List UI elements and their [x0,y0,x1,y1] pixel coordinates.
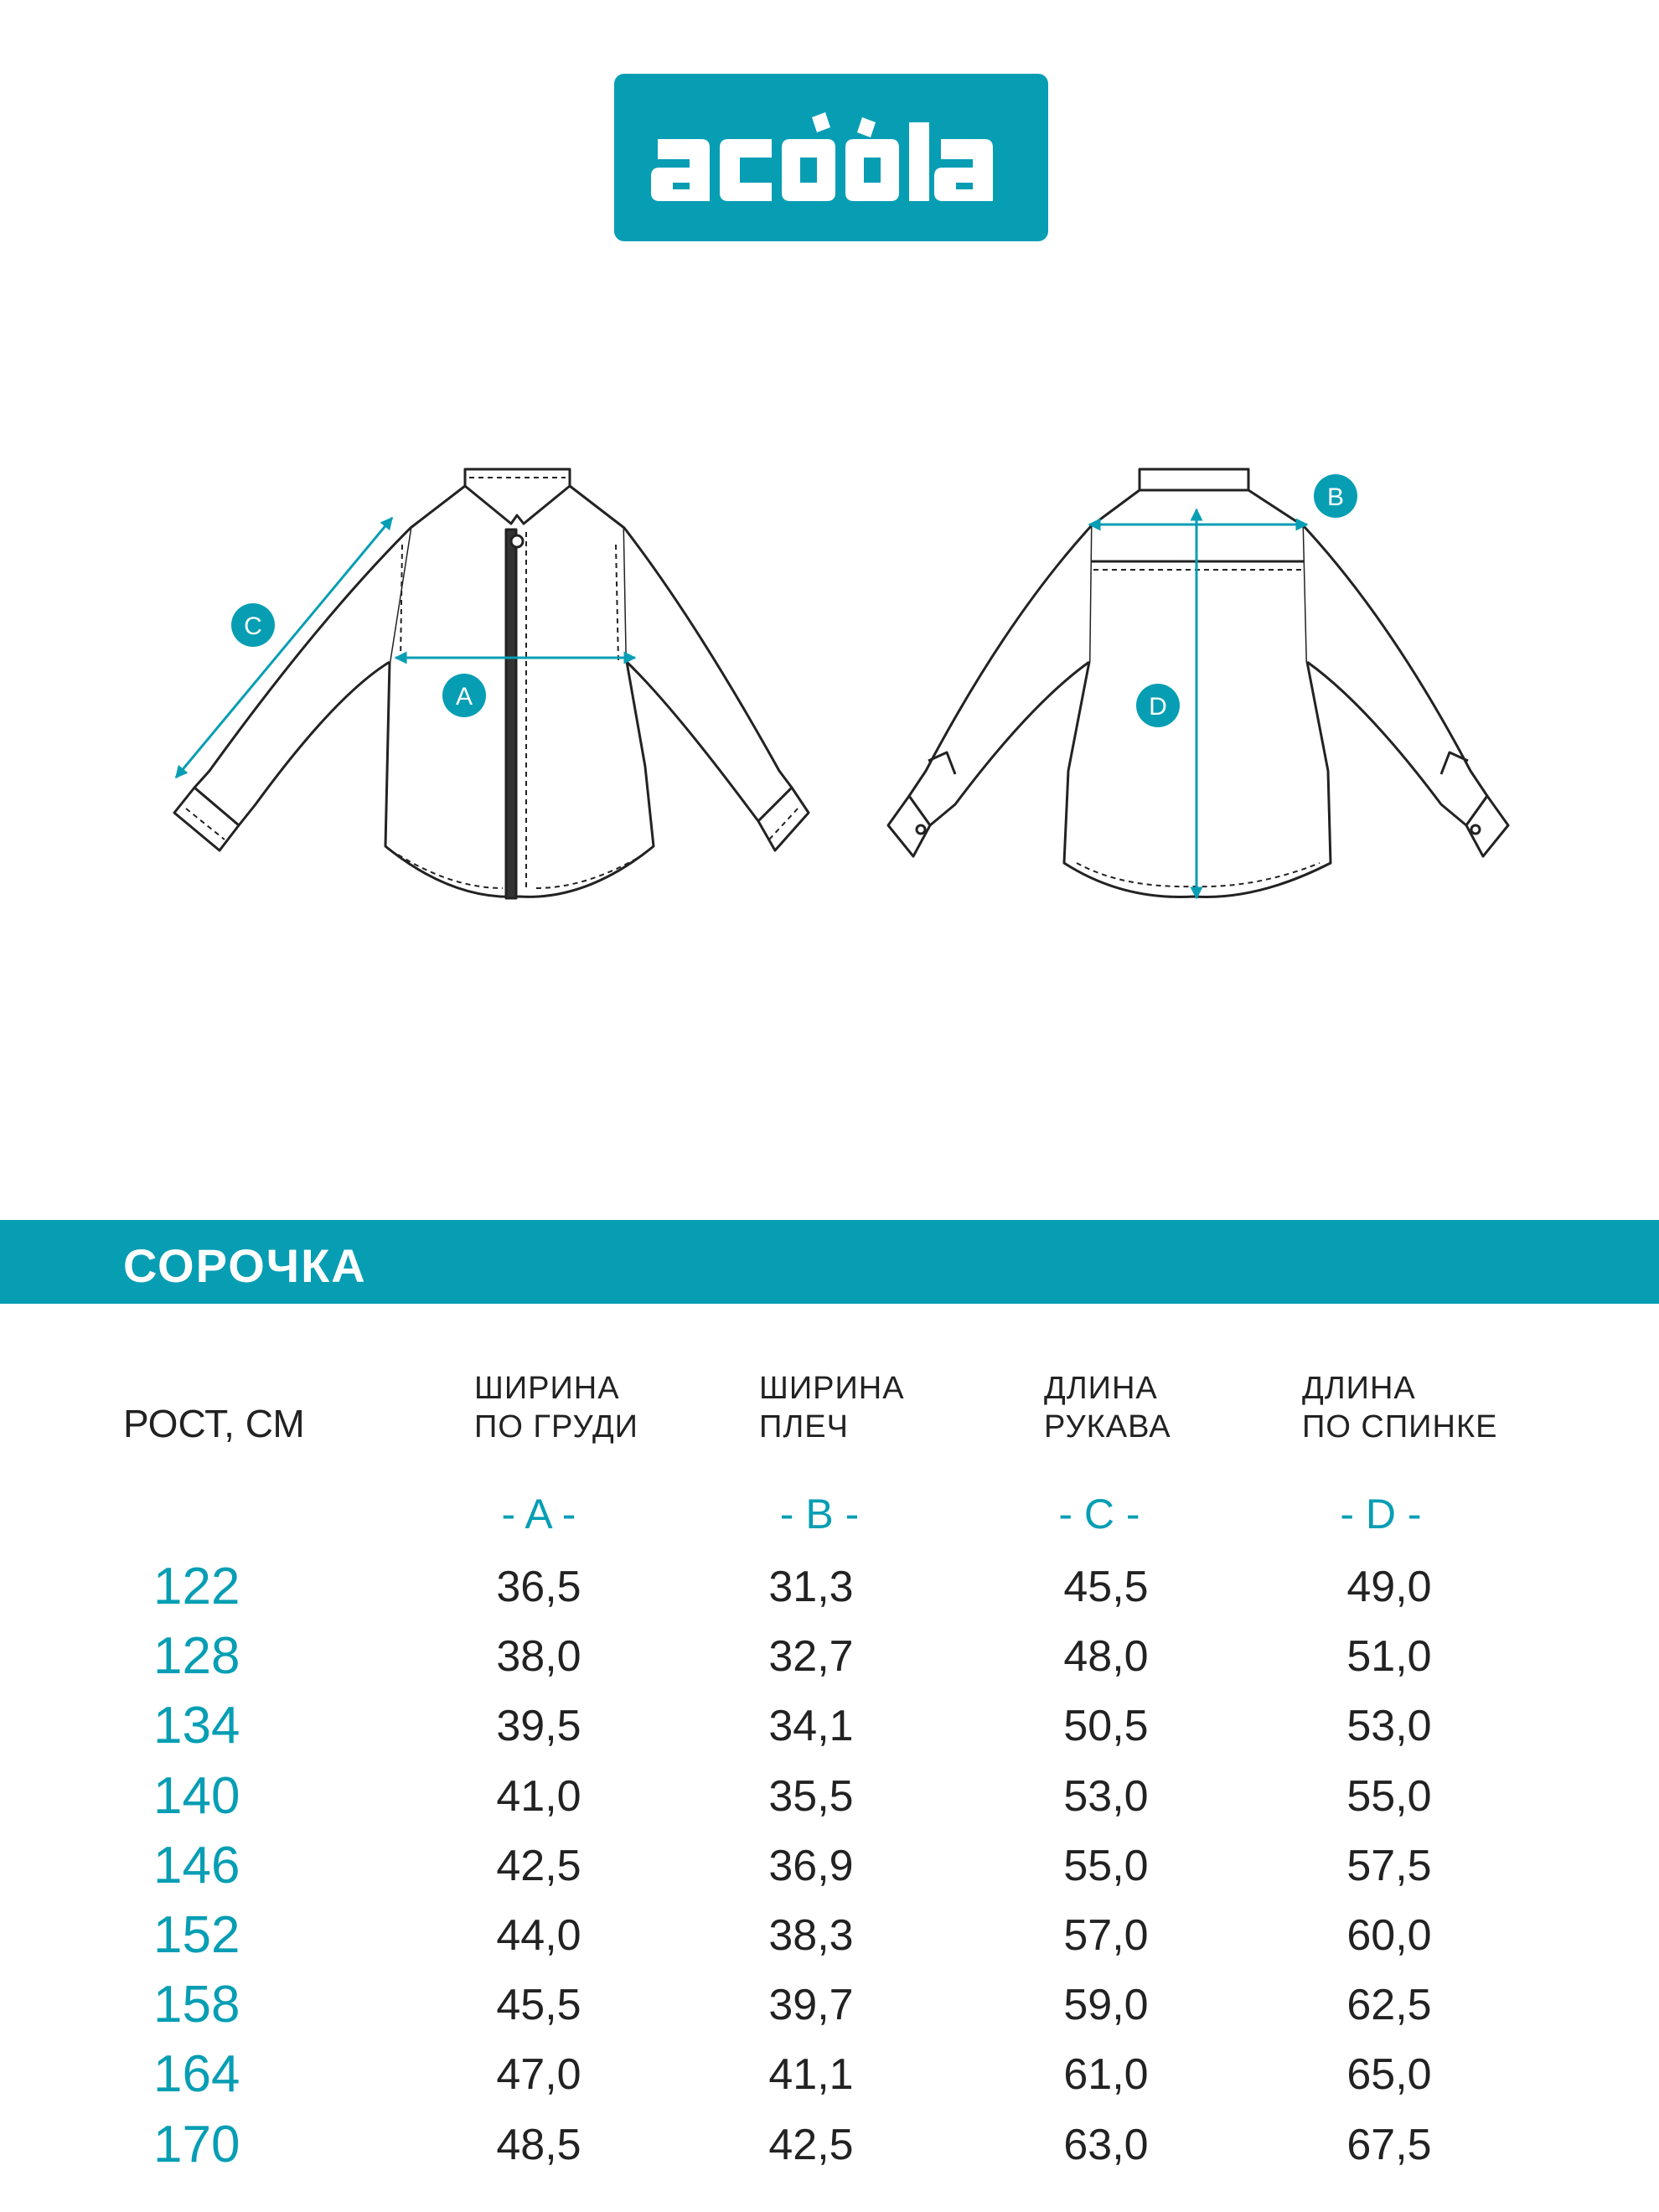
measurement-cell: 42,5 [496,1841,581,1890]
size-value: 158 [153,1976,240,2034]
measurement-cell: 49,0 [1346,1563,1432,1611]
table-row [0,1836,1659,1906]
measurement-cell: 57,5 [1346,1841,1432,1890]
column-header-line2: РУКАВА [1044,1409,1171,1445]
table-row [0,1557,1659,1627]
measurement-cell: 45,5 [496,1981,581,2030]
size-value: 164 [153,2045,240,2104]
measurement-cell: 67,5 [1346,2120,1432,2169]
measurement-cell: 55,0 [1063,1841,1149,1890]
marker-a [442,674,486,717]
acoola-logo-mark [614,74,1048,241]
table-row [0,2044,1659,2115]
marker-c [231,603,275,647]
measurement-cell: 53,0 [1063,1771,1149,1821]
measurement-cell: 32,7 [768,1632,854,1682]
measurement-cell: 38,3 [768,1911,854,1960]
section-title: СОРОЧКА [123,1239,367,1292]
size-value: 152 [153,1906,240,1964]
row-header-height: РОСТ, СМ [123,1402,305,1445]
column-header-line1: ШИРИНА [759,1371,905,1406]
column-letter-a: - A - [501,1491,576,1538]
measurement-cell: 39,5 [496,1702,581,1751]
shirt-measurement-diagram [0,452,1659,1005]
measurement-cell: 36,5 [496,1563,581,1611]
measurement-cell: 31,3 [768,1563,854,1611]
column-header-line2: ПЛЕЧ [759,1409,849,1445]
column-header-line1: ДЛИНА [1302,1371,1416,1406]
measurement-cell: 34,1 [768,1702,854,1751]
measurement-cell: 42,5 [768,2120,854,2169]
svg-text:A: A [455,683,473,711]
measurement-cell: 41,0 [496,1771,581,1821]
measurement-cell: 57,0 [1063,1911,1149,1960]
svg-text:D: D [1149,693,1167,721]
measurement-cell: 60,0 [1346,1911,1432,1960]
shirt-back-drawing [888,469,1508,897]
table-row [0,1766,1659,1837]
marker-b [1314,474,1357,518]
measurement-cell: 35,5 [768,1771,854,1821]
column-header-back-length [1302,1369,1497,1446]
measurement-cell: 62,5 [1346,1981,1432,2030]
measurement-cell: 36,9 [768,1841,854,1890]
table-row [0,1626,1659,1697]
column-header-line2: ПО СПИНКЕ [1302,1409,1498,1445]
table-row [0,1975,1659,2045]
measurement-cell: 53,0 [1346,1702,1432,1751]
measurement-cell: 55,0 [1346,1771,1432,1821]
column-header-shoulder-width [759,1369,905,1446]
column-header-line2: ПО ГРУДИ [474,1409,638,1445]
size-value: 140 [153,1766,240,1825]
svg-text:C: C [244,612,262,640]
measurement-cell: 51,0 [1346,1632,1432,1682]
size-value: 170 [153,2115,240,2173]
shirt-front-drawing [174,469,809,898]
marker-d [1136,684,1180,727]
size-value: 122 [153,1558,240,1615]
measurement-cell: 61,0 [1063,2050,1149,2100]
column-header-chest-width [474,1369,638,1446]
measurement-cell: 65,0 [1346,2050,1432,2100]
table-row [0,2115,1659,2185]
measurement-cell: 41,1 [768,2050,854,2100]
measurement-cell: 39,7 [768,1981,854,2030]
measurement-cell: 63,0 [1063,2120,1149,2169]
measurement-cell: 48,0 [1063,1632,1149,1682]
measurement-cell: 45,5 [1063,1563,1149,1611]
table-row [0,1905,1659,1976]
column-header-line1: ШИРИНА [474,1371,620,1406]
column-header-line1: ДЛИНА [1044,1371,1158,1406]
section-title-band [0,1220,1659,1304]
column-header-sleeve-length [1044,1369,1171,1446]
size-value: 134 [153,1697,240,1755]
measurement-cell: 50,5 [1063,1702,1149,1751]
measurement-cell: 38,0 [496,1632,581,1682]
column-letter-d: - D - [1340,1491,1422,1538]
column-letter-c: - C - [1058,1491,1140,1538]
brand-logo [614,74,1048,241]
size-value: 146 [153,1836,240,1894]
size-value: 128 [153,1627,240,1686]
svg-text:B: B [1326,483,1345,511]
measurement-cell: 59,0 [1063,1981,1149,2030]
measurement-cell: 47,0 [496,2050,581,2100]
measurement-cell: 48,5 [496,2120,581,2169]
measurement-cell: 44,0 [496,1911,581,1960]
table-row [0,1696,1659,1766]
column-letter-b: - B - [779,1491,860,1538]
